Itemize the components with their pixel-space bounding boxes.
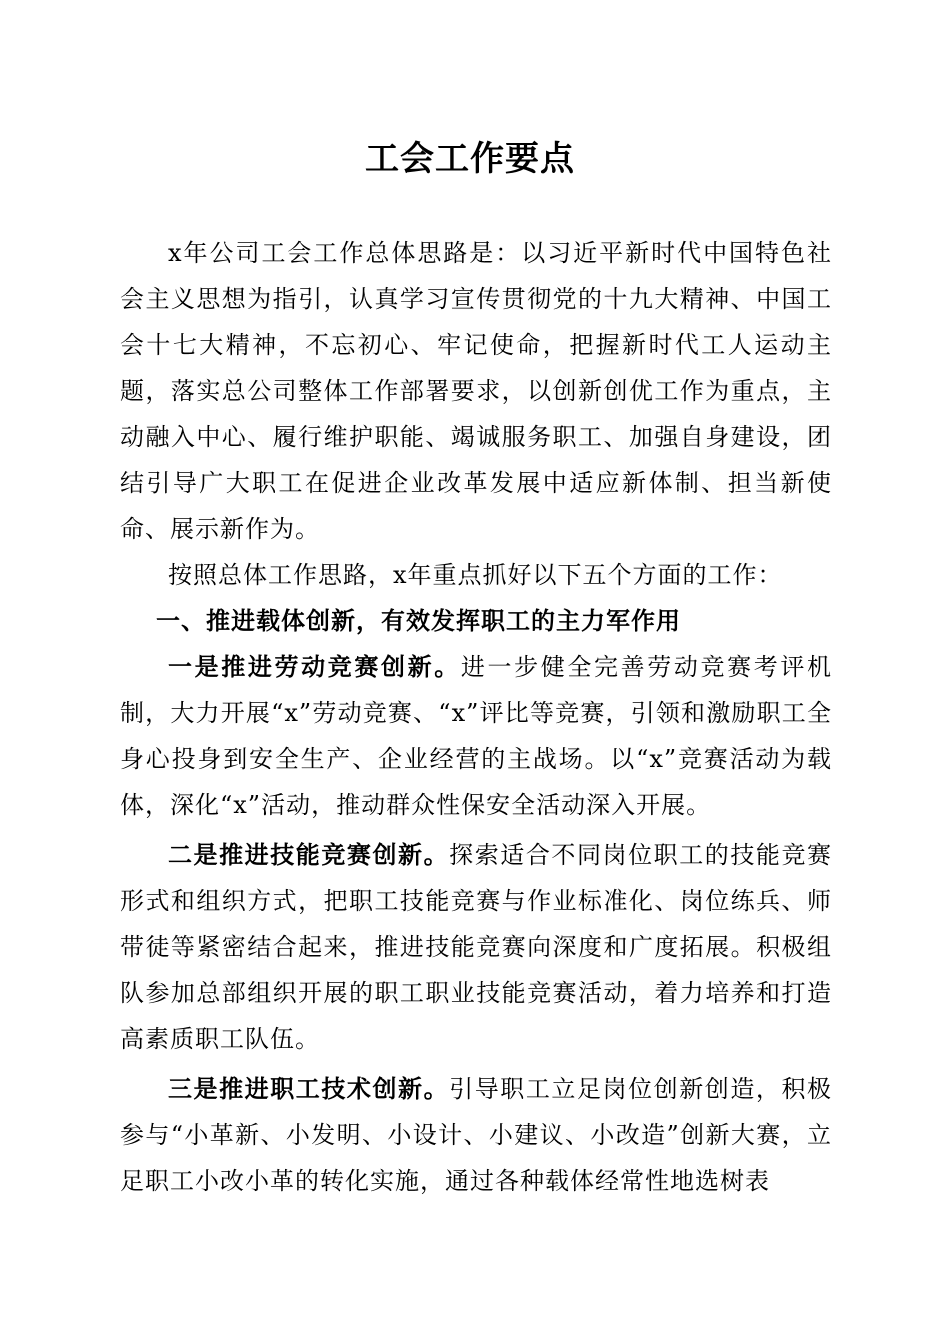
item-text: 探索适合不同岗位职工的技能竞赛形式和组织方式，把职工技能竞赛与作业标准化、岗位练兵、师带徒等紧密结合起来，推进技能竞赛向深度和广度拓展。积极组队参加总部组织开展的职工职业技能竞赛活动，着力培养和打造高素质职工队伍。	[120, 841, 833, 1053]
item-lead: 二是推进技能竞赛创新。	[168, 841, 450, 869]
item-lead: 三是推进职工技术创新。	[168, 1075, 450, 1103]
item-text: 引导职工立足岗位创新创造，积极参与“小革新、小发明、小设计、小建议、小改造”创新大赛，立足职工小改小革的转化实施，通过各种载体经常性地选树表	[120, 1075, 833, 1195]
section-heading: 一、推进载体创新，有效发挥职工的主力军作用	[156, 607, 681, 635]
item-text: 进一步健全完善劳动竞赛考评机制，大力开展“x”劳动竞赛、“x”评比等竞赛，引领和激励职工全身心投身到安全生产、企业经营的主战场。以“x”竞赛活动为载体，深化“x”活动，推动群众性保安全活动深入开展。	[120, 653, 832, 819]
intro-paragraph: x年公司工会工作总体思路是：以习近平新时代中国特色社会主义思想为指引，认真学习宣传贯彻党的十九大精神、中国工会十七大精神，不忘初心、牢记使命，把握新时代工人运动主题，落实总公司整体工作部署要求，以创新创优工作为重点，主动融入中心、履行维护职能、竭诚服务职工、加强自身建设，团结引导广大职工在促进企业改革发展中适应新体制、担当新使命、展示新作为。	[120, 239, 832, 543]
document-body	[120, 230, 832, 1204]
item-paragraph	[120, 1066, 832, 1204]
document-title: 工会工作要点	[365, 139, 575, 179]
item-paragraph	[120, 832, 832, 1062]
item-paragraph	[120, 644, 832, 828]
overview-paragraph: 按照总体工作思路，x年重点抓好以下五个方面的工作：	[168, 561, 783, 589]
item-lead: 一是推进劳动竞赛创新。	[168, 653, 461, 681]
